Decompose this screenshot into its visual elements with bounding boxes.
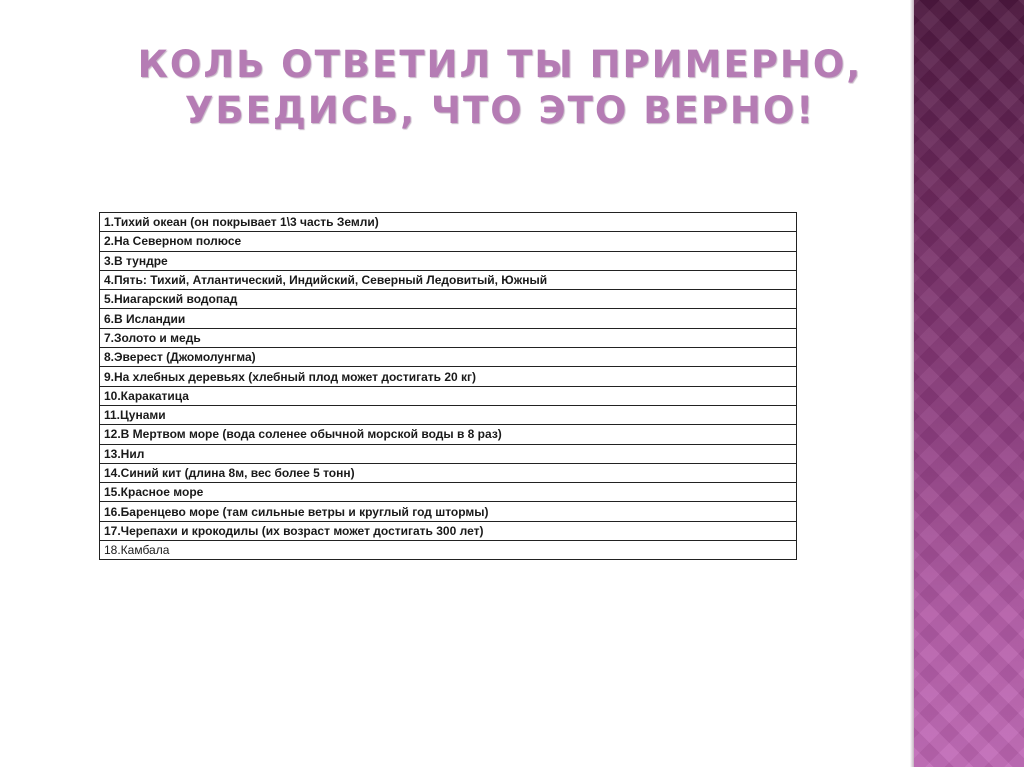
- answer-cell: 18.Камбала: [100, 541, 797, 560]
- table-row: [100, 425, 797, 444]
- table-row: [100, 483, 797, 502]
- table-row: [100, 251, 797, 270]
- answer-cell: 11.Цунами: [100, 405, 797, 424]
- slide-title-line-2: УБЕДИСЬ, ЧТО ЭТО ВЕРНО!: [184, 89, 816, 132]
- answer-cell: 8.Эверест (Джомолунгма): [100, 348, 797, 367]
- table-row: [100, 232, 797, 251]
- answers-table: [99, 212, 797, 560]
- table-row: [100, 367, 797, 386]
- answer-cell: 5.Ниагарский водопад: [100, 290, 797, 309]
- decorative-side-band: [914, 0, 1024, 767]
- answer-cell: 3.В тундре: [100, 251, 797, 270]
- table-row: [100, 444, 797, 463]
- table-row: [100, 541, 797, 560]
- table-row: [100, 270, 797, 289]
- table-row: [100, 386, 797, 405]
- table-row: [100, 348, 797, 367]
- table-row: [100, 405, 797, 424]
- answer-cell: 15.Красное море: [100, 483, 797, 502]
- answer-cell: 6.В Исландии: [100, 309, 797, 328]
- table-row: [100, 521, 797, 540]
- answer-cell: 16.Баренцево море (там сильные ветры и круглый год штормы): [100, 502, 797, 521]
- answer-cell: 1.Тихий океан (он покрывает 1\3 часть Земли): [100, 213, 797, 232]
- answer-cell: 4.Пять: Тихий, Атлантический, Индийский, Северный Ледовитый, Южный: [100, 270, 797, 289]
- table-row: [100, 213, 797, 232]
- table-row: [100, 502, 797, 521]
- answer-cell: 14.Синий кит (длина 8м, вес более 5 тонн): [100, 463, 797, 482]
- table-row: [100, 463, 797, 482]
- answer-cell: 12.В Мертвом море (вода соленее обычной морской воды в 8 раз): [100, 425, 797, 444]
- slide-title: [120, 42, 880, 134]
- answer-cell: 2.На Северном полюсе: [100, 232, 797, 251]
- answer-cell: 10.Каракатица: [100, 386, 797, 405]
- table-row: [100, 309, 797, 328]
- answer-cell: 13.Нил: [100, 444, 797, 463]
- answer-cell: 17.Черепахи и крокодилы (их возраст может достигать 300 лет): [100, 521, 797, 540]
- slide-title-line-1: КОЛЬ ОТВЕТИЛ ТЫ ПРИМЕРНО,: [137, 43, 863, 86]
- answer-cell: 7.Золото и медь: [100, 328, 797, 347]
- table-row: [100, 328, 797, 347]
- answer-cell: 9.На хлебных деревьях (хлебный плод может достигать 20 кг): [100, 367, 797, 386]
- table-row: [100, 290, 797, 309]
